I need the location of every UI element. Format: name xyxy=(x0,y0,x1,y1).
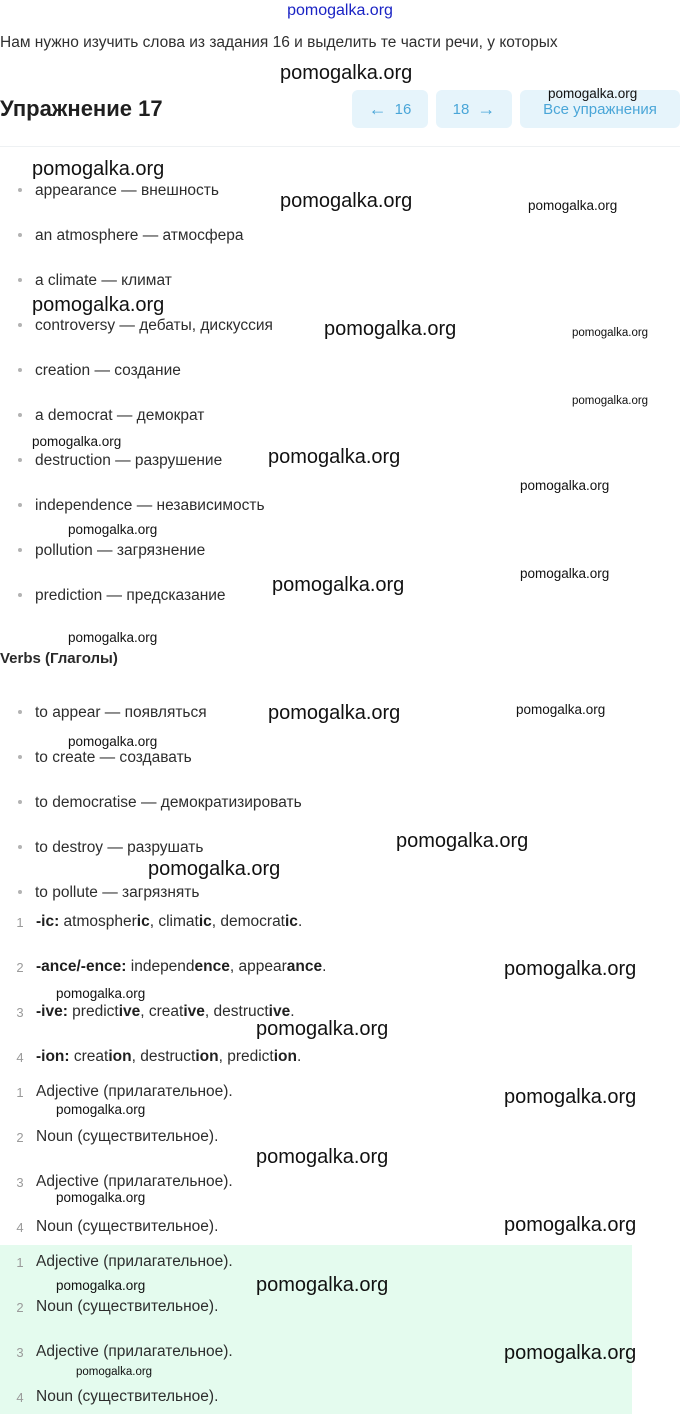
list-item xyxy=(18,227,244,245)
list-number: 3 xyxy=(16,1345,24,1360)
list-item-text: to destroy — разрушать xyxy=(35,839,204,856)
watermark: pomogalka.org xyxy=(68,630,158,645)
watermark: pomogalka.org xyxy=(504,1086,637,1108)
bullet xyxy=(18,188,22,192)
exercise-title: Упражнение 17 xyxy=(0,96,163,121)
list-item xyxy=(18,362,181,380)
next-exercise-button[interactable] xyxy=(436,90,512,128)
list-number: 2 xyxy=(16,1300,24,1315)
list-item xyxy=(18,542,205,560)
watermark: pomogalka.org xyxy=(56,986,146,1001)
verbs-heading: Verbs (Глаголы) xyxy=(0,650,118,667)
watermark: pomogalka.org xyxy=(56,1102,146,1117)
answer-item: Noun (существительное). xyxy=(36,1298,219,1315)
list-number: 1 xyxy=(16,1255,24,1270)
list-item xyxy=(18,839,203,857)
intro-text: Нам нужно изучить слова из задания 16 и выделить те части речи, у которых xyxy=(0,34,558,51)
watermark: pomogalka.org xyxy=(504,1342,637,1364)
answer-item: Adjective (прилагательное). xyxy=(36,1083,233,1100)
bullet xyxy=(18,233,22,237)
watermark: pomogalka.org xyxy=(396,830,529,852)
watermark: pomogalka.org xyxy=(572,395,649,407)
bullet xyxy=(18,278,22,282)
watermark: pomogalka.org xyxy=(528,198,618,213)
answer-item: Noun (существительное). xyxy=(36,1218,219,1235)
list-item-text: appearance — внешность xyxy=(35,182,219,199)
list-item-text: a climate — климат xyxy=(35,272,172,289)
list-item xyxy=(18,749,192,767)
watermark: pomogalka.org xyxy=(280,62,413,84)
watermark: pomogalka.org xyxy=(68,522,158,537)
watermark: pomogalka.org xyxy=(520,478,610,493)
answer-item: Adjective (прилагательное). xyxy=(36,1173,233,1190)
list-number: 2 xyxy=(16,1130,24,1145)
list-item-text: pollution — загрязнение xyxy=(35,542,206,559)
list-item-text: to appear — появляться xyxy=(35,704,207,721)
bullet xyxy=(18,548,22,552)
list-number: 3 xyxy=(16,1175,24,1190)
bullet xyxy=(18,458,22,462)
numbered-item: -ion: creation, destruction, prediction. xyxy=(36,1048,302,1065)
arrow-right-icon: → xyxy=(477,99,496,119)
watermark: pomogalka.org xyxy=(56,1278,146,1293)
list-item xyxy=(18,272,172,290)
watermark: pomogalka.org xyxy=(32,434,122,449)
list-number: 1 xyxy=(16,915,24,930)
list-item-text: an atmosphere — атмосфера xyxy=(35,227,244,244)
list-number: 3 xyxy=(16,1005,24,1020)
list-item-text: to democratise — демократизировать xyxy=(35,794,302,811)
bullet xyxy=(18,800,22,804)
watermark: pomogalka.org xyxy=(56,1190,146,1205)
list-item xyxy=(18,182,219,200)
watermark: pomogalka.org xyxy=(268,446,401,468)
watermark: pomogalka.org xyxy=(520,566,610,581)
bullet xyxy=(18,503,22,507)
watermark: pomogalka.org xyxy=(572,327,649,339)
list-item xyxy=(18,317,273,335)
watermark: pomogalka.org xyxy=(504,958,637,980)
bullet xyxy=(18,755,22,759)
watermark: pomogalka.org xyxy=(516,702,606,717)
answer-item: Adjective (прилагательное). xyxy=(36,1343,233,1360)
arrow-left-icon: ← xyxy=(368,99,387,119)
list-item xyxy=(18,884,199,902)
list-number: 2 xyxy=(16,960,24,975)
list-item-text: independence — независимость xyxy=(35,497,265,514)
bullet xyxy=(18,593,22,597)
answer-item: Noun (существительное). xyxy=(36,1128,219,1145)
watermark: pomogalka.org xyxy=(68,734,158,749)
watermark: pomogalka.org xyxy=(76,1366,153,1378)
watermark: pomogalka.org xyxy=(268,702,401,724)
watermark: pomogalka.org xyxy=(548,86,638,101)
bullet xyxy=(18,368,22,372)
watermark: pomogalka.org xyxy=(324,318,457,340)
site-logo[interactable]: pomogalka.org xyxy=(287,2,393,19)
list-number: 4 xyxy=(16,1050,24,1065)
list-item-text: to pollute — загрязнять xyxy=(35,884,200,901)
list-item-text: controversy — дебаты, дискуссия xyxy=(35,317,273,334)
watermark: pomogalka.org xyxy=(256,1274,389,1296)
watermark: pomogalka.org xyxy=(148,858,281,880)
answer-item: Noun (существительное). xyxy=(36,1388,219,1405)
list-number: 4 xyxy=(16,1390,24,1405)
bullet xyxy=(18,845,22,849)
list-number: 4 xyxy=(16,1220,24,1235)
prev-exercise-label: 16 xyxy=(394,100,412,118)
bullet xyxy=(18,323,22,327)
list-item-text: a democrat — демократ xyxy=(35,407,205,424)
list-item-text: creation — создание xyxy=(35,362,181,379)
list-item xyxy=(18,794,302,812)
numbered-item: -ance/-ence: independence, appearance. xyxy=(36,958,327,975)
list-item-text: prediction — предсказание xyxy=(35,587,226,604)
list-item xyxy=(18,497,265,515)
list-item xyxy=(18,452,222,470)
numbered-item: -ive: predictive, creative, destructive. xyxy=(36,1003,295,1020)
prev-exercise-button[interactable] xyxy=(352,90,428,128)
next-exercise-label: 18 xyxy=(452,100,470,118)
list-number: 1 xyxy=(16,1085,24,1100)
watermark: pomogalka.org xyxy=(32,294,165,316)
watermark: pomogalka.org xyxy=(32,158,165,180)
answer-item: Adjective (прилагательное). xyxy=(36,1253,233,1270)
bullet xyxy=(18,710,22,714)
bullet xyxy=(18,413,22,417)
list-item-text: destruction — разрушение xyxy=(35,452,223,469)
list-item xyxy=(18,407,204,425)
watermark: pomogalka.org xyxy=(504,1214,637,1236)
list-item xyxy=(18,704,207,722)
watermark: pomogalka.org xyxy=(272,574,405,596)
bullet xyxy=(18,890,22,894)
numbered-item: -ic: atmospheric, climatic, democratic. xyxy=(36,913,303,930)
watermark: pomogalka.org xyxy=(280,190,413,212)
watermark: pomogalka.org xyxy=(256,1018,389,1040)
list-item-text: to create — создавать xyxy=(35,749,192,766)
list-item xyxy=(18,587,226,605)
watermark: pomogalka.org xyxy=(256,1146,389,1168)
all-exercises-label: Все упражнения xyxy=(543,100,657,118)
